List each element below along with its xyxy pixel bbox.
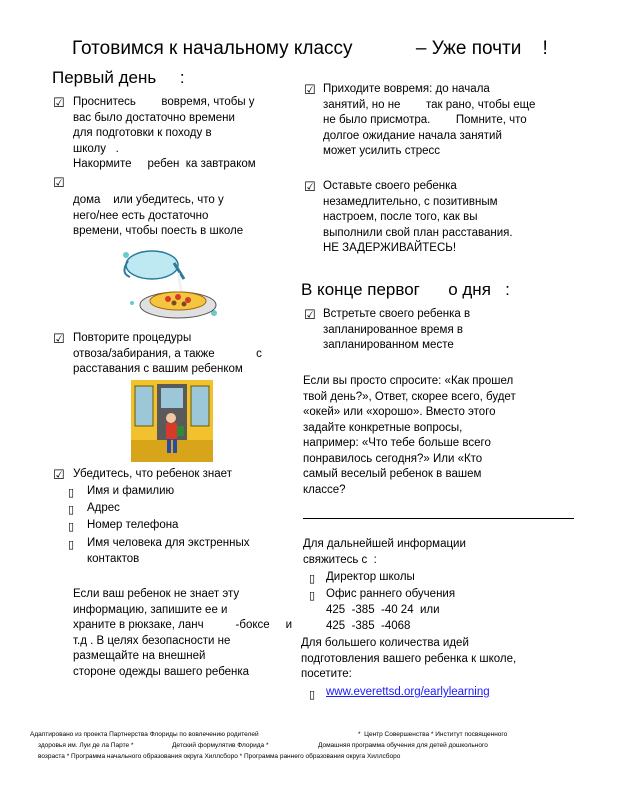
checkbox-icon: ☑ — [53, 96, 65, 111]
bullet-icon: ▯ — [309, 572, 316, 585]
checkbox-icon: ☑ — [53, 468, 65, 483]
footer-credit: * Центр Совершенства * Институт посвященного — [358, 731, 508, 738]
contact-info-intro: Для дальнейшей информации свяжитесь с : — [303, 538, 466, 566]
safety-note: Если ваш ребенок не знает эту информацию, запишите ее и храните в рюкзаке, ланч -боксе и т.д . В целях безопасности не размещайте на внешней стороне одежды вашего ребенка — [73, 588, 293, 678]
list-item: Адрес — [87, 502, 120, 514]
child-knows-item: Убедитесь, что ребенок знает — [73, 468, 232, 480]
bullet-icon: ▯ — [68, 486, 75, 499]
ask-questions-paragraph: Если вы просто спросите: «Как прошел твой день?», Ответ, скорее всего, будет «окей» или «хорошо». Вместо этого задайте конкретные вопросы, например: «Что тебе больше всего понравилось сегодня?» Или «Кто самый веселый ребенок в вашем классе? — [303, 375, 516, 496]
footer-credit: Адаптировано из проекта Партнерства Флориды по вовлечению родителей — [30, 731, 259, 738]
contact-early-learning: Офис раннего обучения — [326, 588, 456, 600]
bullet-icon: ▯ — [309, 688, 316, 701]
bullet-icon: ▯ — [68, 503, 75, 516]
more-ideas-text: Для большего количества идей подготовления вашего ребенка к школе, посетите: — [301, 637, 517, 680]
checkbox-icon: ☑ — [304, 308, 316, 323]
bullet-icon: ▯ — [309, 589, 316, 602]
early-learning-link[interactable]: www.everettsd.org/earlylearning — [326, 686, 490, 698]
bullet-icon: ▯ — [68, 520, 75, 533]
phone-numbers: 425 -385 -40 24 или 425 -385 -4068 — [326, 604, 440, 632]
meet-child-item: Встретьте своего ребенка в запланированное время в запланированном месте — [323, 308, 471, 351]
school-bus-illustration — [131, 380, 213, 462]
arrive-on-time-item: Приходите вовремя: до начала занятий, но не так рано, чтобы еще не было присмотра. Помните, что долгое ожидание начала занятий может усилить стресс — [323, 83, 536, 157]
divider — [303, 518, 574, 519]
footer-credit: здоровья им. Луи де ла Парте * — [38, 742, 134, 749]
wake-up-item: Проснитесь вовремя, чтобы у вас было достаточно времени для подготовки к походу в школу . Накормите ребен ка завтраком — [73, 96, 256, 170]
end-of-day-heading: В конце первог о дня : — [301, 280, 510, 299]
checkbox-icon: ☑ — [304, 180, 316, 195]
bullet-icon: ▯ — [68, 538, 75, 551]
list-item: Имя и фамилию — [87, 485, 175, 497]
leave-child-item: Оставьте своего ребенка незамедлительно, с позитивным настроем, после того, как вы выполнили свой план расставания. НЕ ЗАДЕРЖИВАЙТЕСЬ! — [323, 180, 513, 254]
checkbox-icon: ☑ — [304, 83, 316, 98]
first-day-heading: Первый день : — [52, 68, 185, 87]
footer-credit: Детский формулятив Флорида * — [172, 742, 269, 749]
checkbox-icon: ☑ — [53, 332, 65, 347]
list-item: Номер телефона — [87, 519, 179, 531]
footer-credit: Домашняя программа обучения для детей дошкольного — [318, 742, 488, 749]
breakfast-illustration — [118, 243, 222, 327]
page-title: Готовимся к начальному классу – Уже почти ! — [72, 38, 548, 59]
list-item: Имя человека для экстренных контактов — [87, 537, 250, 565]
routine-item: Повторите процедуры отвоза/забирания, а также с расставания с вашим ребенком — [73, 332, 262, 375]
contact-principal: Директор школы — [326, 571, 415, 583]
breakfast-item: дома или убедитесь, что у него/нее есть достаточно времени, чтобы поесть в школе — [73, 194, 244, 237]
checkbox-icon: ☑ — [53, 176, 65, 191]
footer-credit: возраста * Программа начального образования округа Хиллсборо * Программа раннего образования округа Хиллсборо — [38, 753, 401, 760]
